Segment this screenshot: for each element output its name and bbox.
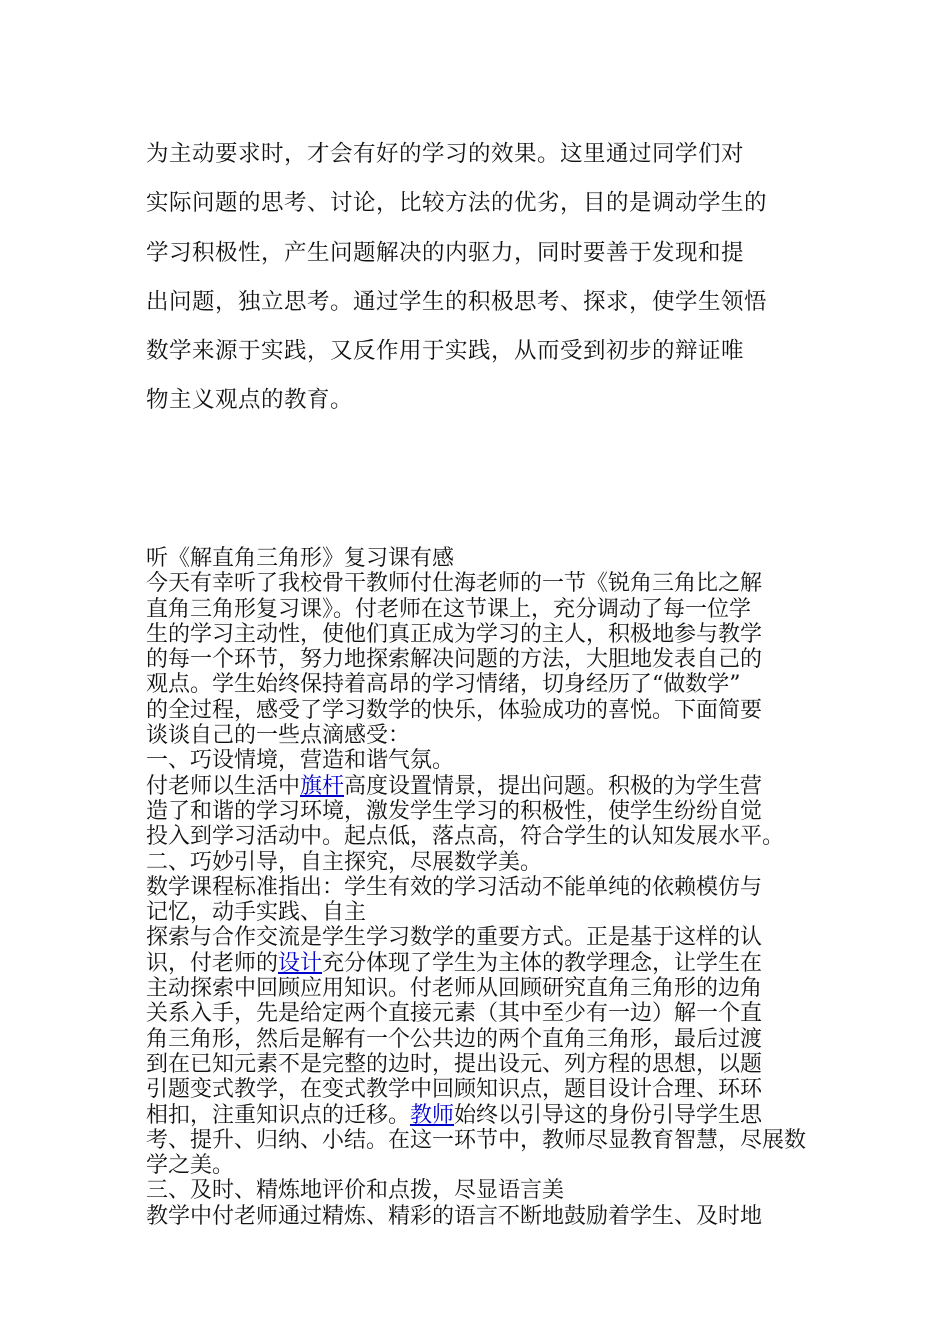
section-heading-text: 及时、精炼地评价和点拨，尽显语言美 xyxy=(190,1178,565,1204)
intro-line: 的全过程，感受了学习数学的快乐，体验成功的喜悦。下面简要 xyxy=(146,697,763,723)
paragraph-line: 实际问题的思考、讨论，比较方法的优劣，目的是调动学生的 xyxy=(146,190,768,217)
article-title: 听《解直角三角形》复习课有感 xyxy=(146,546,455,571)
paragraph-line: 数学来源于实践，又反作用于实践，从而受到初步的辩证唯 xyxy=(146,338,745,365)
text-run: 始终以引导这的身份引导学生思 xyxy=(454,1102,763,1128)
article xyxy=(146,546,810,1229)
section-line xyxy=(146,1103,810,1128)
section-line: 考、提升、归纳、小结。在这一环节中，教师尽显教育智慧，尽展数 xyxy=(146,1127,807,1153)
intro-line: 观点。学生始终保持着高昂的学习情绪，切身经历了“做数学” xyxy=(146,672,741,698)
section-line: 关系入手，先是给定两个直接元素（其中至少有一边）解一个直 xyxy=(146,1001,763,1027)
paragraph-line: 出问题，独立思考。通过学生的积极思考、探求，使学生领悟 xyxy=(146,288,768,315)
section-number: 二、 xyxy=(146,849,191,875)
section-number: 三、 xyxy=(146,1178,191,1204)
section-line: 数学课程标准指出：学生有效的学习活动不能单纯的依赖模仿与 xyxy=(146,874,763,900)
section-line: 学之美。 xyxy=(146,1153,235,1179)
text-run: 付老师以生活中 xyxy=(146,773,301,799)
text-run: 相扣，注重知识点的迁移。 xyxy=(146,1102,411,1128)
section-line: 角三角形，然后是解有一个公共边的两个直角三角形，最后过渡 xyxy=(146,1026,763,1052)
section-line xyxy=(146,951,810,976)
paragraph-line: 物主义观点的教育。 xyxy=(146,387,354,414)
section-heading xyxy=(146,748,810,773)
text-run: 充分体现了学生为主体的教学理念，让学生在 xyxy=(322,950,763,976)
intro-line: 谈谈自己的一些点滴感受： xyxy=(146,723,411,749)
section-line: 造了和谐的学习环境，激发学生学习的积极性，使学生纷纷自觉 xyxy=(146,798,763,824)
section-line: 探索与合作交流是学生学习数学的重要方式。正是基于这样的认 xyxy=(146,925,763,951)
section-heading xyxy=(146,1178,810,1203)
intro-line: 的每一个环节，努力地探索解决问题的方法，大胆地发表自己的 xyxy=(146,647,763,673)
section-heading xyxy=(146,850,810,875)
intro-line: 生的学习主动性，使他们真正成为学习的主人，积极地参与教学 xyxy=(146,621,763,647)
intro-line: 直角三角形复习课》。付老师在这节课上，充分调动了每一位学 xyxy=(146,596,752,622)
section-heading-text: 巧妙引导，自主探究，尽展数学美。 xyxy=(190,849,543,875)
link-flagpole[interactable]: 旗杆 xyxy=(300,773,345,799)
section-line: 引题变式教学，在变式教学中回顾知识点，题目设计合理、环环 xyxy=(146,1077,763,1103)
section-line: 记忆，动手实践、自主 xyxy=(146,900,367,926)
link-teacher[interactable]: 教师 xyxy=(410,1102,455,1128)
section-line: 到在已知元素不是完整的边时，提出设元、列方程的思想，以题 xyxy=(146,1051,763,1077)
link-design[interactable]: 设计 xyxy=(278,950,323,976)
section-line xyxy=(146,774,810,799)
section-heading-text: 巧设情境，营造和谐气氛。 xyxy=(190,748,455,774)
text-run: 高度设置情景，提出问题。积极的为学生营 xyxy=(344,773,763,799)
paragraph-line: 为主动要求时，才会有好的学习的效果。这里通过同学们对 xyxy=(146,141,745,167)
text-run: 识，付老师的 xyxy=(146,950,279,976)
section-line: 投入到学习活动中。起点低，落点高，符合学生的认知发展水平。 xyxy=(146,824,785,850)
upper-paragraph xyxy=(146,130,810,426)
intro-line: 今天有幸听了我校骨干教师付仕海老师的一节《锐角三角比之解 xyxy=(146,571,763,597)
section-number: 一、 xyxy=(146,748,191,774)
section-line: 教学中付老师通过精炼、精彩的语言不断地鼓励着学生、及时地 xyxy=(146,1203,763,1229)
section-line: 主动探索中回顾应用知识。付老师从回顾研究直角三角形的边角 xyxy=(146,976,763,1002)
paragraph-line: 学习积极性，产生问题解决的内驱力，同时要善于发现和提 xyxy=(146,239,745,266)
